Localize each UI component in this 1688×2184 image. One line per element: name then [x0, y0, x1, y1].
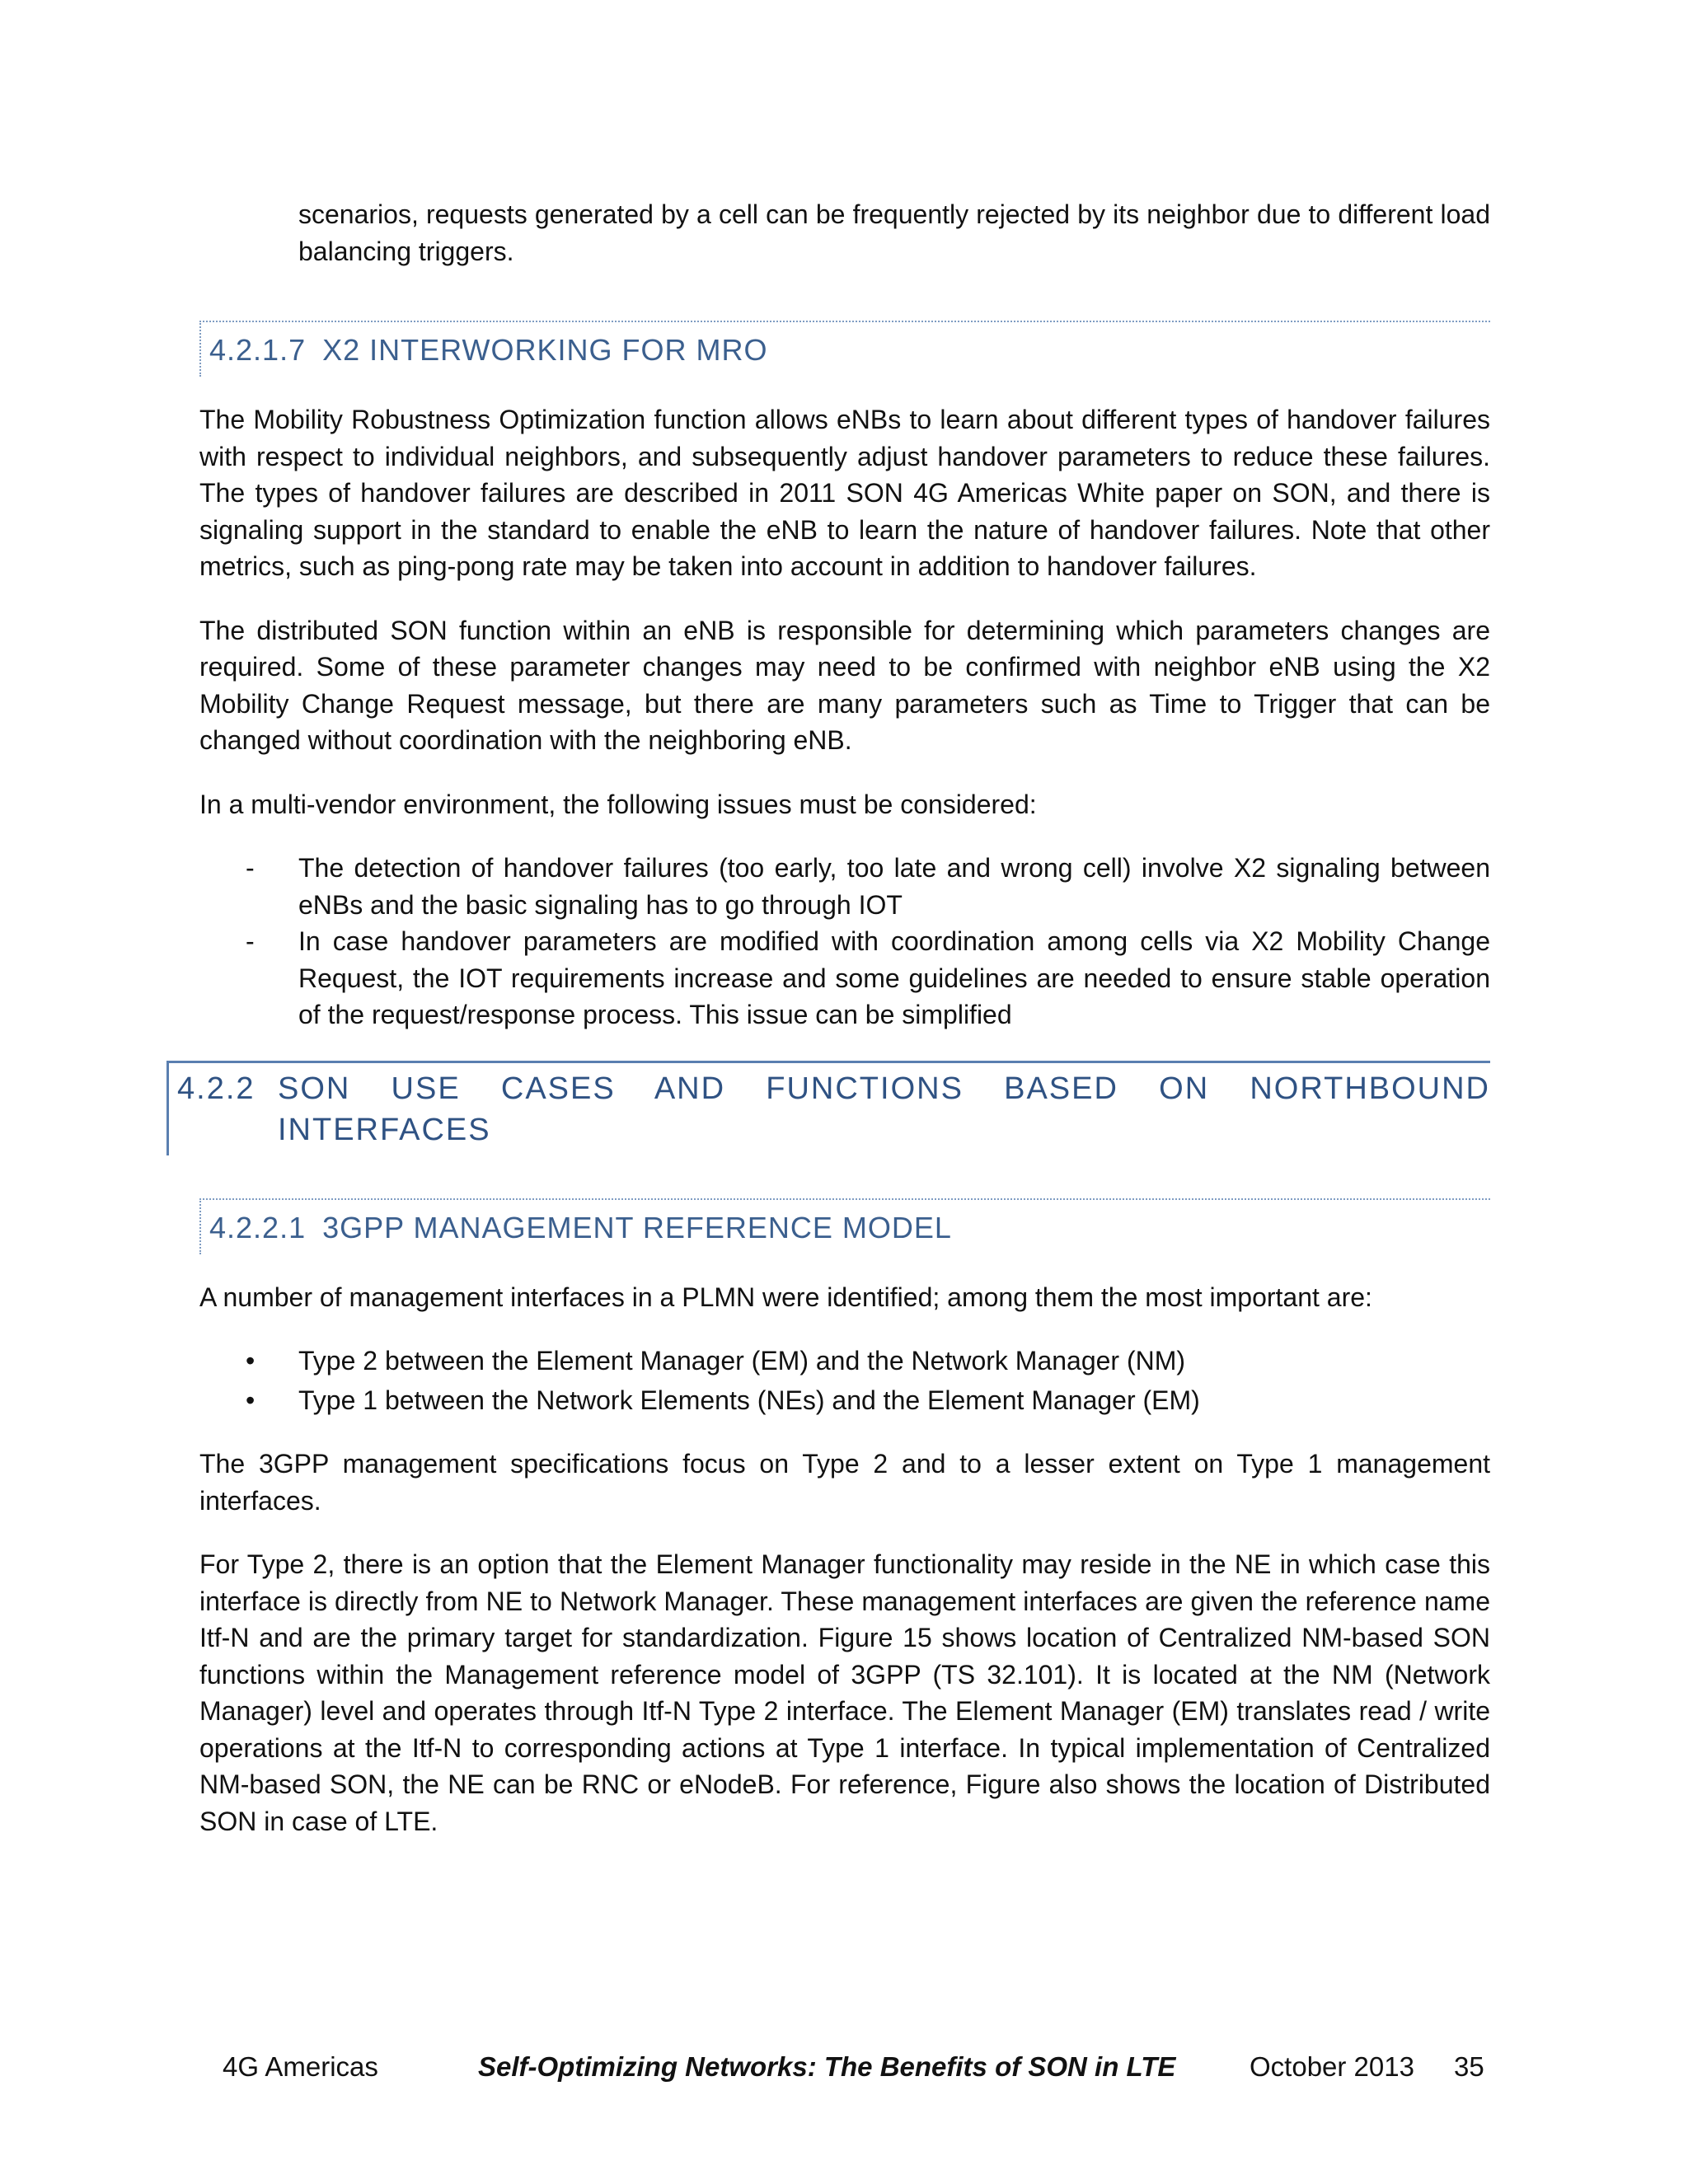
- paragraph: A number of management interfaces in a PLMN were identified; among them the most important are:: [199, 1282, 1372, 1312]
- list-item-text: Type 1 between the Network Elements (NEs) and the Element Manager (EM): [298, 1385, 1200, 1415]
- heading-title: 3GPP MANAGEMENT REFERENCE MODEL: [322, 1210, 952, 1244]
- heading-4-2-2: [166, 1061, 1490, 1155]
- list-item: [199, 923, 1490, 1033]
- heading-number: 4.2.2.1: [209, 1210, 307, 1244]
- list-item-text: In case handover parameters are modified with coordination among cells via X2 Mobility Change Request, the IOT requirements increase and some guidelines are needed to ensure stable operation of the request/response process. This issue can be simplified: [298, 926, 1490, 1029]
- dash-marker: -: [246, 926, 255, 956]
- footer-document-title: Self-Optimizing Networks: The Benefits of SON in LTE: [478, 2051, 1176, 2082]
- list-item: [199, 1343, 1490, 1380]
- dash-list: [199, 850, 1490, 1033]
- bullet-list: [199, 1343, 1490, 1418]
- footer-organization: 4G Americas: [223, 2051, 378, 2082]
- paragraph: The Mobility Robustness Optimization function allows eNBs to learn about different types of handover failures with respect to individual neighbors, and subsequently adjust handover parameters to reduce these failures. The types of handover failures are described in 2011 SON 4G Americas White paper on SON, and there is signaling support in the standard to enable the eNB to learn the nature of handover failures. Note that other metrics, such as ping-pong rate may be taken into account in addition to handover failures.: [199, 405, 1490, 581]
- list-item-text: Type 2 between the Element Manager (EM) and the Network Manager (NM): [298, 1346, 1186, 1376]
- list-item-text: The detection of handover failures (too early, too late and wrong cell) involve X2 signaling between eNBs and the basic signaling has to go through IOT: [298, 853, 1490, 920]
- paragraph: The 3GPP management specifications focus on Type 2 and to a lesser extent on Type 1 management interfaces.: [199, 1449, 1490, 1516]
- continued-paragraph: scenarios, requests generated by a cell can be frequently rejected by its neighbor due to different load balancing triggers.: [298, 199, 1490, 266]
- dash-marker: -: [246, 853, 255, 883]
- footer-page-number: 35: [1454, 2051, 1484, 2082]
- heading-title: X2 INTERWORKING FOR MRO: [322, 333, 768, 367]
- paragraph: For Type 2, there is an option that the Element Manager functionality may reside in the NE in which case this interface is directly from NE to Network Manager. These management interfaces are given the reference name Itf-N and are the primary target for standardization. Figure 15 shows location of Centralized NM-based SON functions within the Management reference model of 3GPP (TS 32.101). It is located at the NM (Network Manager) level and operates through Itf-N Type 2 interface. The Element Manager (EM) translates read / write operations at the Itf-N to corresponding actions at Type 1 interface. In typical implementation of Centralized NM-based SON, the NE can be RNC or eNodeB. For reference, Figure also shows the location of Distributed SON in case of LTE.: [199, 1549, 1490, 1836]
- bullet-marker: •: [246, 1385, 256, 1415]
- heading-title: SON USE CASES AND FUNCTIONS BASED ON NORTHBOUND INTERFACES: [278, 1071, 1490, 1147]
- footer-date: October 2013: [1250, 2051, 1414, 2082]
- heading-number: 4.2.2: [177, 1071, 256, 1106]
- page-content: [177, 196, 1490, 1867]
- heading-4-2-1-7: [199, 321, 1490, 377]
- list-item: [199, 850, 1490, 923]
- paragraph: The distributed SON function within an eNB is responsible for determining which parameters changes are required. Some of these parameter changes may need to be confirmed with neighbor eNB using the X2 Mobility Change Request message, but there are many parameters such as Time to Trigger that can be changed without coordination with the neighboring eNB.: [199, 615, 1490, 755]
- heading-4-2-2-1: [199, 1198, 1490, 1254]
- heading-number: 4.2.1.7: [209, 333, 307, 367]
- list-item: [199, 1382, 1490, 1419]
- bullet-marker: •: [246, 1346, 256, 1376]
- paragraph: In a multi-vendor environment, the following issues must be considered:: [199, 789, 1037, 819]
